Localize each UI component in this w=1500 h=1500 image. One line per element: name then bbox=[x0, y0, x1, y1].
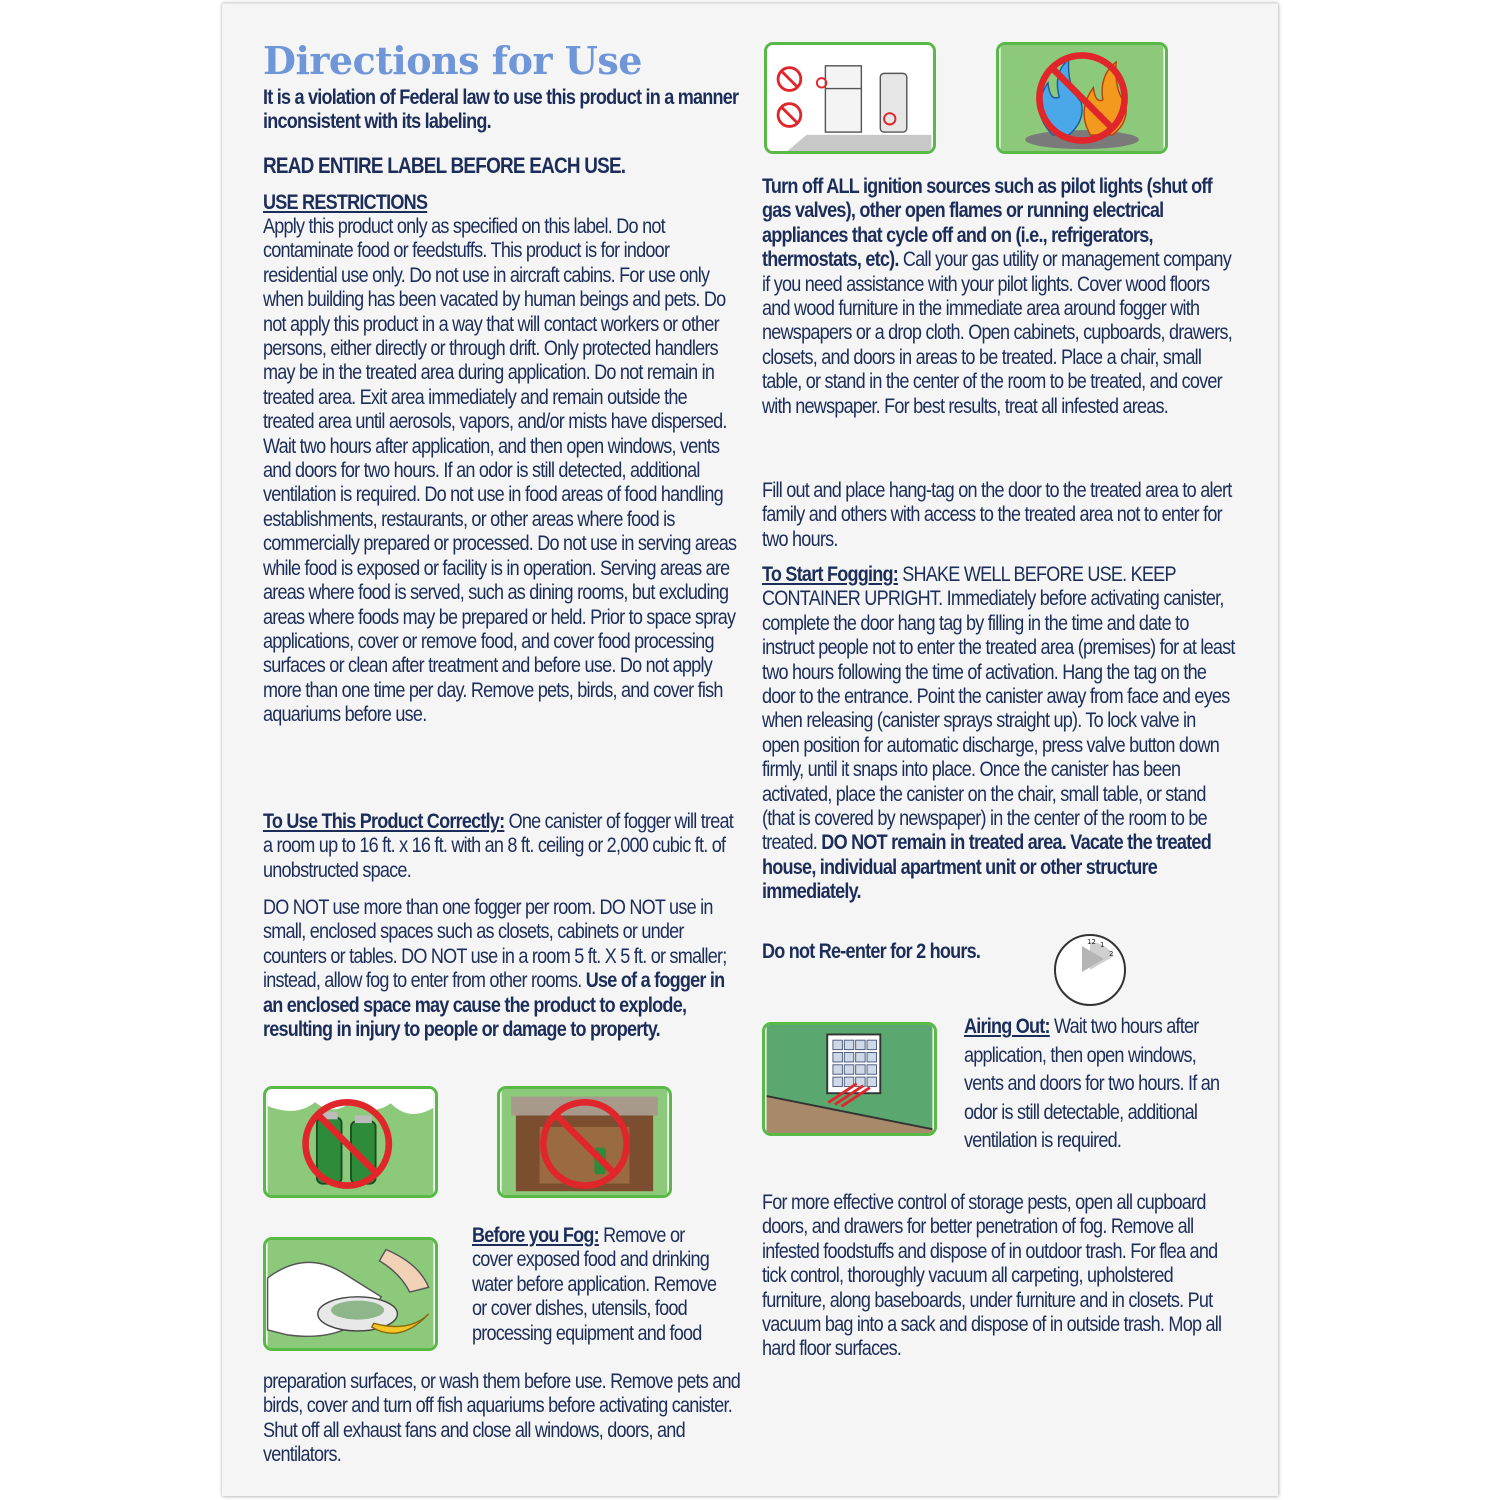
appliances-pilot-lights-icon bbox=[764, 42, 936, 154]
before-fog-continued: preparation surfaces, or wash them before use. Remove pets and birds, cover and turn off fish aquariums before activating canister. Shut off all exhaust fans and close all windows, doors, and ventilators. bbox=[263, 1370, 741, 1467]
hang-tag-text: Fill out and place hang-tag on the door to the treated area to alert family and others with access to the treated area not to enter for two hours. bbox=[762, 479, 1232, 551]
ignition-paragraph bbox=[762, 175, 1236, 419]
explode-warning: Use of a fogger in an enclosed space may cause the product to explode, resulting in injury to people or damage to property. bbox=[263, 969, 725, 1042]
vacate-warning: DO NOT remain in treated area. Vacate the treated house, individual apartment unit or other structure immediately. bbox=[762, 831, 1211, 904]
two-foggers-prohibited-icon bbox=[263, 1086, 438, 1198]
read-label-notice: READ ENTIRE LABEL BEFORE EACH USE. bbox=[263, 153, 626, 178]
use-correctly-text: One canister of fogger will treat a room up to 16 ft. x 16 ft. with an 8 ft. ceiling or 2,000 cubic ft. of unobstructed space. bbox=[263, 810, 734, 882]
cabinet-fogger-prohibited-icon bbox=[497, 1086, 672, 1198]
airing-out-paragraph bbox=[964, 1013, 1237, 1156]
airing-out-text: Wait two hours after application, then open windows, vents and doors for two hours. If an odor is still detectable, additional ventilation is required. bbox=[964, 1015, 1220, 1152]
start-fogging-paragraph bbox=[762, 563, 1236, 905]
do-not-paragraph bbox=[263, 896, 742, 1042]
storage-pests-text: For more effective control of storage pests, open all cupboard doors, and drawers for better penetration of fog. Remove all infested foodstuffs and dispose of in outdoor trash. For flea and tick control, thoroughly vacuum all carpeting, upholstered furniture, along baseboards, under furniture and in closets. Put vacuum bag into a sack and dispose of in outside trash. Mop all hard floor surfaces. bbox=[762, 1191, 1222, 1361]
use-correctly-paragraph bbox=[263, 810, 742, 883]
use-restrictions-text: Apply this product only as specified on this label. Do not contaminate food or feedstuffs. This product is for indoor residential use only. Do not use in aircraft cabins. For use only when building has been vacated by human beings and pets. Do not apply this product in a way that will contact workers or other persons, either directly or through drift. Only protected handlers may be in the treated area during application. Do not remain in treated area. Exit area immediately and remain outside the treated area until aerosols, vapors, and/or mists have dispersed. Wait two hours after application, and then open windows, vents and doors for two hours. If an odor is still detected, additional ventilation is required. Do not use in food areas of food handling establishments, restaurants, or other areas where food is commercially prepared or processed. Do not use in serving areas while food is exposed or facility is in operation. Serving areas are areas where food is served, such as dining rooms, but excluding areas where foods may be prepared or held. Prior to space spray applications, cover or remove food, and cover food processing surfaces or clean after treatment and before use. Do not apply more than one time per day. Remove pets, birds, and cover fish aquariums before use. bbox=[263, 215, 737, 727]
before-fog-paragraph bbox=[472, 1224, 721, 1346]
start-fogging-text: SHAKE WELL BEFORE USE. KEEP CONTAINER UPRIGHT. Immediately before activating canister, complete the door hang tag by filling in the time and date to instruct people not to enter the treated area (premises) for at least two hours following the time of activation. Hang the tag on the door to the entrance. Point the canister away from face and eyes when releasing (canister sprays straight up). To lock valve in open position for automatic discharge, press valve button down firmly, until it snaps into place. Once the canister has been activated, place the canister on the chair, small table, or stand (that is covered by newspaper) in the center of the room to be treated. bbox=[762, 563, 1235, 855]
start-fogging-heading: To Start Fogging: bbox=[762, 563, 898, 586]
flames-prohibited-icon bbox=[996, 42, 1168, 154]
page-title: Directions for Use bbox=[263, 38, 642, 83]
ignition-text: Call your gas utility or management company if you need assistance with your pilot lights. Cover wood floors and wood furniture in the immediate area around fogger with newspapers or a drop cloth. Open cabinets, cupboards, drawers, closets, and doors in areas to be treated. Place a chair, small table, or stand in the center of the room to be treated, and cover with newspaper. For best results, treat all infested areas. bbox=[762, 248, 1233, 418]
clock-icon bbox=[1052, 932, 1128, 1008]
before-fog-text: Remove or cover exposed food and drinking water before application. Remove or cover dishes, utensils, food processing equipment and food bbox=[472, 1224, 717, 1345]
product-label bbox=[222, 3, 1278, 1496]
clock-numeral-12: 12 bbox=[1087, 938, 1096, 946]
window-vent-icon bbox=[762, 1022, 937, 1136]
federal-law-statement: It is a violation of Federal law to use this product in a manner inconsistent with its labeling. bbox=[263, 86, 739, 134]
airing-out-heading: Airing Out: bbox=[964, 1015, 1050, 1038]
before-fog-heading: Before you Fog: bbox=[472, 1224, 599, 1247]
cover-dishes-icon bbox=[263, 1237, 438, 1351]
use-restrictions-heading: USE RESTRICTIONS bbox=[263, 191, 428, 214]
use-correctly-heading: To Use This Product Correctly: bbox=[263, 810, 505, 833]
reenter-notice: Do not Re-enter for 2 hours. bbox=[762, 940, 981, 963]
do-not-text: DO NOT use more than one fogger per room. DO NOT use in small, enclosed spaces such as closets, cabinets or under counters or tables. DO NOT use in a room 5 ft. X 5 ft. or smaller; instead, allow fog to enter from other rooms. bbox=[263, 896, 727, 993]
clock-numeral-1: 1 bbox=[1100, 941, 1105, 949]
ignition-warning: Turn off ALL ignition sources such as pilot lights (shut off gas valves), other open flames or running electrical appliances that cycle off and on (i.e., refrigerators, thermostats, etc). bbox=[762, 175, 1212, 272]
clock-numeral-2: 2 bbox=[1109, 950, 1114, 958]
